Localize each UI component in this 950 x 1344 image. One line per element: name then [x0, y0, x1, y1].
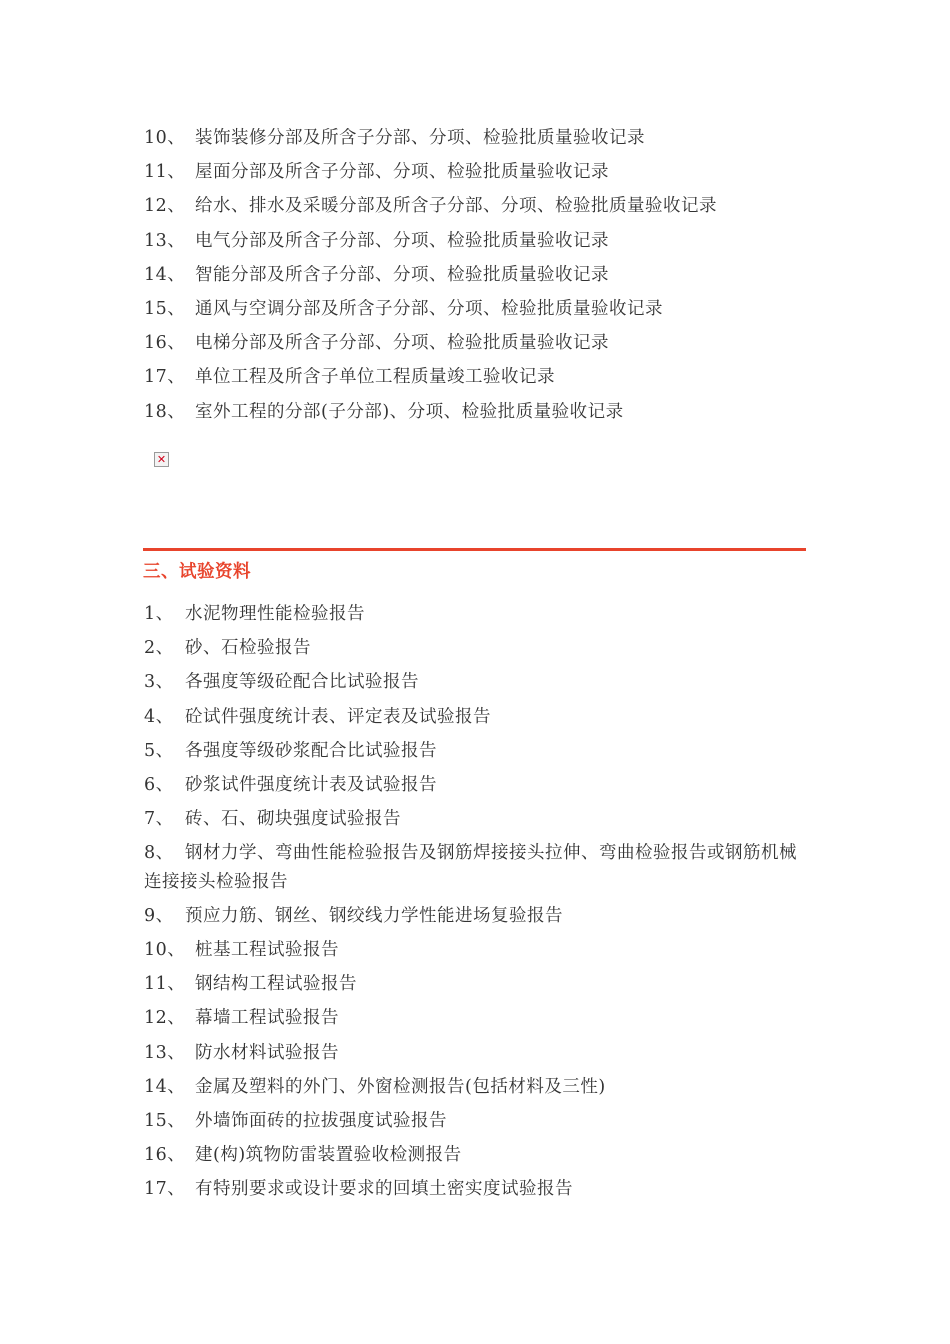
item-number: 9、 — [144, 905, 174, 926]
item-text: 单位工程及所含子单位工程质量竣工验收记录 — [195, 367, 555, 388]
item-number: 10、 — [144, 128, 186, 148]
item-text: 给水、排水及采暖分部及所含子分部、分项、检验批质量验收记录 — [195, 196, 717, 217]
item-text: 室外工程的分部(子分部)、分项、检验批质量验收记录 — [195, 401, 624, 422]
list-item — [144, 600, 808, 634]
item-number: 14、 — [144, 264, 186, 285]
list-item — [144, 1107, 808, 1141]
item-text: 智能分部及所含子分部、分项、检验批质量验收记录 — [195, 264, 609, 285]
list-item — [144, 805, 808, 839]
item-number: 16、 — [144, 333, 186, 354]
item-number: 12、 — [144, 1008, 186, 1029]
list-item — [144, 839, 808, 902]
item-text: 各强度等级砂浆配合比试验报告 — [185, 740, 437, 761]
item-number: 2、 — [144, 638, 174, 659]
list-item — [144, 295, 808, 329]
list-item — [144, 227, 808, 261]
item-number: 5、 — [144, 740, 174, 761]
list-item — [144, 1004, 808, 1038]
list-item — [144, 936, 808, 970]
list-item — [144, 1141, 808, 1175]
list-item — [144, 261, 808, 295]
item-number: 10、 — [144, 940, 186, 961]
item-text: 外墙饰面砖的拉拔强度试验报告 — [195, 1111, 447, 1132]
item-text: 有特别要求或设计要求的回填土密实度试验报告 — [195, 1179, 573, 1200]
item-text: 各强度等级砼配合比试验报告 — [185, 672, 419, 693]
item-number: 13、 — [144, 230, 186, 251]
item-text: 建(构)筑物防雷装置验收检测报告 — [195, 1145, 462, 1166]
item-text: 幕墙工程试验报告 — [195, 1008, 339, 1029]
list-item — [144, 398, 808, 432]
broken-image-icon[interactable]: ✕ — [154, 452, 169, 467]
item-number: 15、 — [144, 1111, 186, 1132]
test-documents-list — [144, 600, 808, 1210]
list-item — [144, 703, 808, 737]
item-text: 水泥物理性能检验报告 — [185, 604, 365, 624]
item-text: 砂浆试件强度统计表及试验报告 — [185, 774, 437, 795]
item-text: 防水材料试验报告 — [195, 1042, 339, 1063]
list-item — [144, 1039, 808, 1073]
section-title: 三、试验资料 — [143, 562, 251, 582]
list-item — [144, 771, 808, 805]
item-number: 17、 — [144, 367, 186, 388]
item-text: 砖、石、砌块强度试验报告 — [185, 809, 401, 830]
section-divider — [143, 548, 806, 551]
item-number: 13、 — [144, 1042, 186, 1063]
item-number: 15、 — [144, 298, 186, 319]
list-item — [144, 192, 808, 226]
item-text: 金属及塑料的外门、外窗检测报告(包括材料及三性) — [195, 1076, 606, 1097]
item-number: 16、 — [144, 1145, 186, 1166]
item-text: 装饰装修分部及所含子分部、分项、检验批质量验收记录 — [195, 128, 645, 148]
item-number: 12、 — [144, 196, 186, 217]
list-item — [144, 329, 808, 363]
item-text: 砂、石检验报告 — [185, 638, 311, 659]
item-number: 3、 — [144, 672, 174, 693]
item-text: 钢材力学、弯曲性能检验报告及钢筋焊接接头拉伸、弯曲检验报告或钢筋机械连接接头检验报告 — [144, 843, 797, 892]
list-item — [144, 902, 808, 936]
item-text: 电梯分部及所含子分部、分项、检验批质量验收记录 — [195, 333, 609, 354]
list-item — [144, 1073, 808, 1107]
item-text: 屋面分部及所含子分部、分项、检验批质量验收记录 — [195, 162, 609, 183]
item-text: 通风与空调分部及所含子分部、分项、检验批质量验收记录 — [195, 298, 663, 319]
list-item — [144, 634, 808, 668]
list-item — [144, 668, 808, 702]
list-item — [144, 970, 808, 1004]
list-item — [144, 124, 808, 158]
item-text: 电气分部及所含子分部、分项、检验批质量验收记录 — [195, 230, 609, 251]
item-number: 14、 — [144, 1076, 186, 1097]
item-number: 4、 — [144, 706, 174, 727]
item-number: 11、 — [144, 974, 186, 995]
item-text: 钢结构工程试验报告 — [195, 974, 357, 995]
list-item — [144, 1175, 808, 1209]
item-number: 8、 — [144, 843, 174, 864]
item-number: 6、 — [144, 774, 174, 795]
item-number: 17、 — [144, 1179, 186, 1200]
item-number: 7、 — [144, 809, 174, 830]
item-text: 桩基工程试验报告 — [195, 940, 339, 961]
acceptance-records-list — [144, 124, 808, 432]
item-text: 预应力筋、钢丝、钢绞线力学性能进场复验报告 — [185, 905, 563, 926]
item-text: 砼试件强度统计表、评定表及试验报告 — [185, 706, 491, 727]
list-item — [144, 363, 808, 397]
list-item — [144, 737, 808, 771]
item-number: 18、 — [144, 401, 186, 422]
item-number: 1、 — [144, 604, 174, 624]
list-item — [144, 158, 808, 192]
item-number: 11、 — [144, 162, 186, 183]
